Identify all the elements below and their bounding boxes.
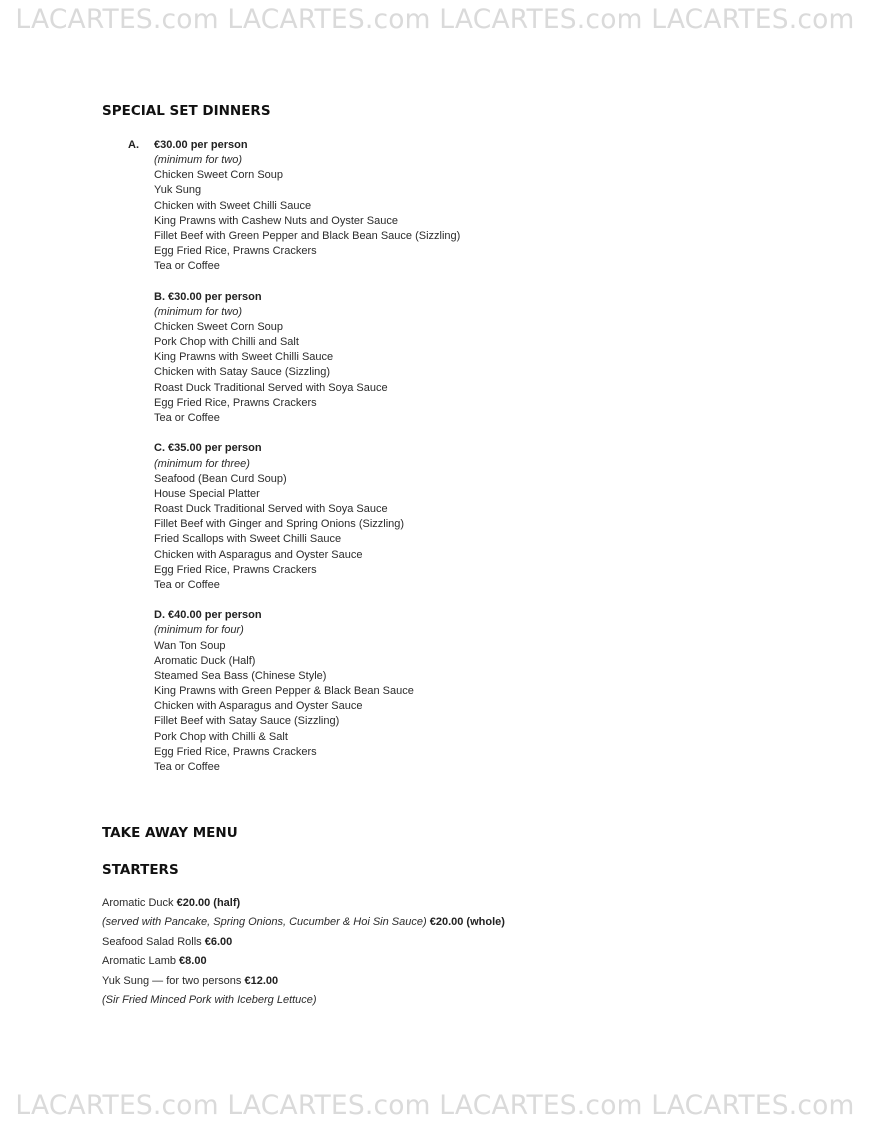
watermark-bottom: LACARTES.com LACARTES.com LACARTES.com LACARTES.com — [15, 1090, 855, 1121]
set-menus-list — [0, 138, 870, 790]
starter-price: €6.00 — [204, 935, 233, 948]
starter-price: €20.00 (whole) — [429, 916, 505, 929]
menu-item: King Prawns with Sweet Chilli Sauce — [154, 351, 334, 364]
section-title-take-away: TAKE AWAY MENU — [102, 825, 238, 841]
menu-item: Steamed Sea Bass (Chinese Style) — [154, 669, 327, 682]
set-price: €30.00 per person — [154, 139, 248, 151]
starter-note: (served with Pancake, Spring Onions, Cucumber & Hoi Sin Sauce) — [102, 916, 427, 929]
set-minimum: (minimum for two) — [154, 305, 243, 318]
set-menu-a — [0, 138, 870, 274]
menu-item: Chicken Sweet Corn Soup — [154, 321, 284, 334]
set-price: C. €35.00 per person — [154, 442, 262, 455]
menu-item: Egg Fried Rice, Prawns Crackers — [154, 396, 317, 409]
set-price: D. €40.00 per person — [154, 609, 262, 622]
starter-item — [102, 991, 802, 1010]
watermark-top: LACARTES.com LACARTES.com LACARTES.com LACARTES.com — [15, 4, 855, 35]
menu-item: Tea or Coffee — [154, 260, 220, 273]
menu-item: Tea or Coffee — [154, 411, 220, 424]
starters-list — [102, 894, 802, 1010]
menu-item: Yuk Sung — [154, 184, 202, 197]
menu-item: King Prawns with Green Pepper & Black Bean Sauce — [154, 685, 414, 698]
menu-item: Chicken with Satay Sauce (Sizzling) — [154, 366, 331, 379]
menu-item: Chicken with Asparagus and Oyster Sauce — [154, 700, 363, 713]
set-menu-body — [154, 138, 870, 274]
starter-item — [102, 972, 802, 991]
menu-item: Tea or Coffee — [154, 760, 220, 773]
menu-item: Egg Fried Rice, Prawns Crackers — [154, 563, 317, 576]
menu-item: Seafood (Bean Curd Soup) — [154, 472, 287, 485]
set-price: B. €30.00 per person — [154, 290, 262, 303]
menu-item: Egg Fried Rice, Prawns Crackers — [154, 745, 317, 758]
set-minimum: (minimum for three) — [154, 457, 250, 470]
set-menu-d — [0, 608, 870, 775]
starter-price: €8.00 — [179, 955, 207, 968]
starter-note: (Sir Fried Minced Pork with Iceberg Lettuce) — [102, 994, 317, 1007]
set-letter: A. — [128, 139, 139, 151]
set-menu-body — [154, 608, 870, 775]
set-menu-b — [0, 290, 870, 426]
menu-item: Pork Chop with Chilli & Salt — [154, 730, 288, 743]
menu-item: Chicken with Asparagus and Oyster Sauce — [154, 548, 363, 561]
set-menu-body — [154, 290, 870, 426]
starter-item — [102, 913, 802, 932]
menu-item: Wan Ton Soup — [154, 639, 226, 652]
section-title-starters: STARTERS — [102, 862, 179, 878]
set-menu-c — [0, 441, 870, 593]
menu-item: Fillet Beef with Satay Sauce (Sizzling) — [154, 715, 340, 728]
menu-item: Egg Fried Rice, Prawns Crackers — [154, 245, 317, 258]
set-minimum: (minimum for two) — [154, 154, 243, 167]
starter-name: Aromatic Lamb — [102, 955, 176, 968]
menu-item: Aromatic Duck (Half) — [154, 654, 256, 667]
section-title-set-dinners: SPECIAL SET DINNERS — [102, 103, 271, 119]
menu-item: Roast Duck Traditional Served with Soya Sauce — [154, 381, 388, 394]
starter-item — [102, 894, 802, 913]
menu-item: Chicken with Sweet Chilli Sauce — [154, 199, 312, 212]
starter-name: Aromatic Duck — [102, 897, 174, 909]
menu-item: Roast Duck Traditional Served with Soya Sauce — [154, 503, 388, 516]
menu-item: Fillet Beef with Green Pepper and Black Bean Sauce (Sizzling) — [154, 229, 461, 242]
starter-price: €12.00 — [244, 974, 279, 987]
set-menu-body — [154, 441, 870, 593]
set-minimum: (minimum for four) — [154, 624, 244, 637]
starter-item — [102, 933, 802, 952]
starter-name: Yuk Sung — for two persons — [102, 974, 242, 987]
starter-price: €20.00 (half) — [176, 897, 241, 909]
menu-item: Chicken Sweet Corn Soup — [154, 169, 284, 182]
starter-item — [102, 952, 802, 971]
menu-item: Pork Chop with Chilli and Salt — [154, 336, 299, 349]
menu-item: Fried Scallops with Sweet Chilli Sauce — [154, 533, 342, 546]
menu-item: Fillet Beef with Ginger and Spring Onions (Sizzling) — [154, 518, 405, 531]
menu-item: King Prawns with Cashew Nuts and Oyster Sauce — [154, 214, 398, 227]
menu-item: House Special Platter — [154, 487, 260, 500]
starter-name: Seafood Salad Rolls — [102, 935, 202, 948]
menu-item: Tea or Coffee — [154, 578, 220, 591]
